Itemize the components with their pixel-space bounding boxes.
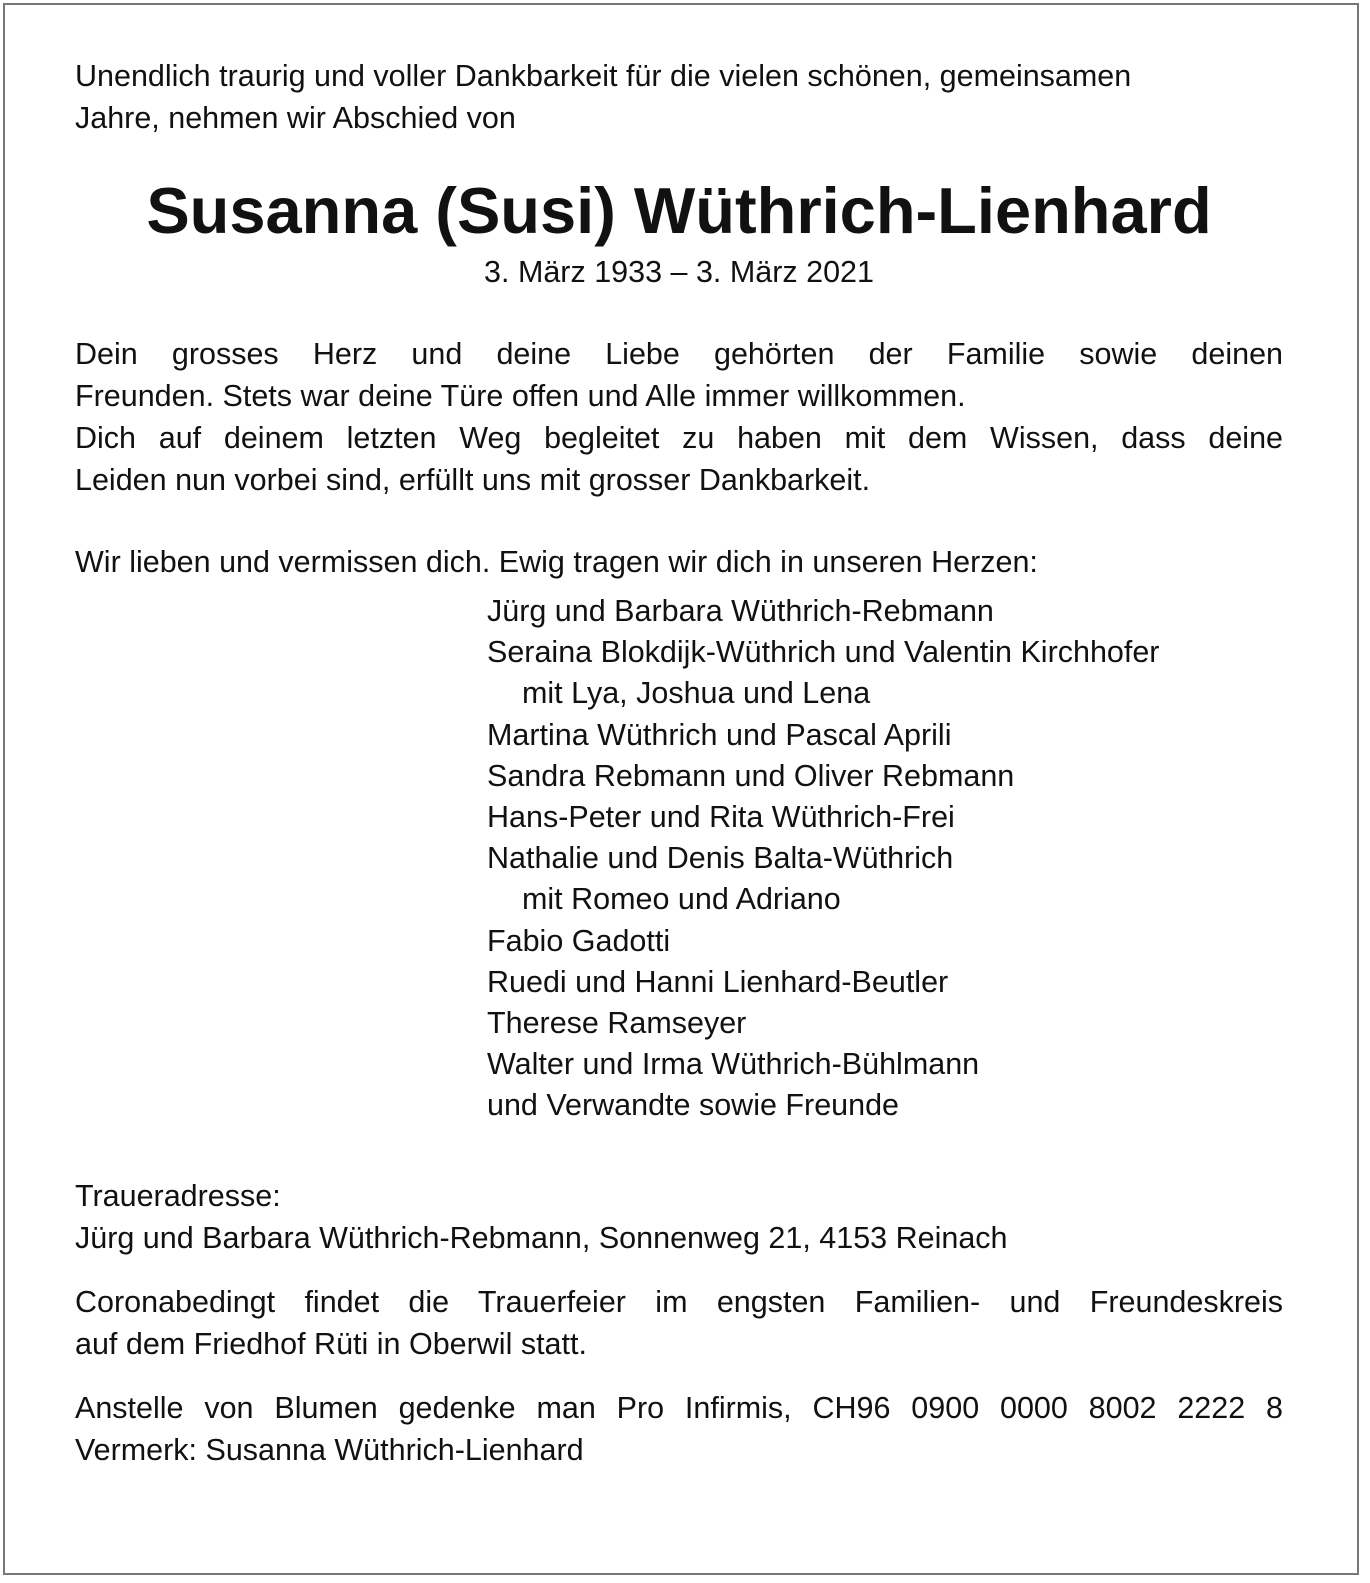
tribute-line: Leiden nun vorbei sind, erfüllt uns mit grosser Dankbarkeit. <box>75 463 871 497</box>
mourner-item: Sandra Rebmann und Oliver Rebmann <box>487 758 1015 793</box>
tribute-line: Dich auf deinem letzten Weg begleitet zu haben mit dem Wissen, dass deine <box>75 421 1283 455</box>
tribute-line: Dein grosses Herz und deine Liebe gehörten der Familie sowie deinen <box>75 337 1283 371</box>
mourner-children: mit Lya, Joshua und Lena <box>522 676 871 711</box>
tribute-line: Freunden. Stets war deine Türe offen und Alle immer willkommen. <box>75 379 966 413</box>
address-value: Jürg und Barbara Wüthrich-Rebmann, Sonnenweg 21, 4153 Reinach <box>75 1220 1008 1255</box>
closing-text: Wir lieben und vermissen dich. Ewig tragen wir dich in unseren Herzen: <box>75 545 1038 579</box>
mourners-list <box>487 591 1283 1127</box>
mourning-address <box>75 1175 1283 1259</box>
mourner-item: Nathalie und Denis Balta-Wüthrich <box>487 841 954 876</box>
donation-info <box>75 1387 1283 1471</box>
ceremony-line: Coronabedingt findet die Trauerfeier im engsten Familien- und Freundeskreis <box>75 1284 1283 1319</box>
mourner-item: Martina Wüthrich und Pascal Aprili <box>487 717 952 752</box>
mourner-item: Hans-Peter und Rita Wüthrich-Frei <box>487 800 955 835</box>
tribute-text <box>75 333 1283 501</box>
mourner-item: und Verwandte sowie Freunde <box>487 1088 900 1123</box>
mourner-item: Ruedi und Hanni Lienhard-Beutler <box>487 964 949 999</box>
life-dates: 3. März 1933 – 3. März 2021 <box>484 255 874 289</box>
mourner-children: mit Romeo und Adriano <box>522 882 841 917</box>
ceremony-info <box>75 1281 1283 1365</box>
deceased-name: Susanna (Susi) Wüthrich-Lienhard <box>146 174 1212 247</box>
address-label: Traueradresse: <box>75 1178 281 1213</box>
mourner-item: Jürg und Barbara Wüthrich-Rebmann <box>487 594 994 628</box>
ceremony-line: auf dem Friedhof Rüti in Oberwil statt. <box>75 1326 587 1361</box>
obituary-notice <box>75 55 1283 1471</box>
mourner-item: Fabio Gadotti <box>487 923 671 958</box>
mourner-item: Walter und Irma Wüthrich-Bühlmann <box>487 1047 980 1082</box>
donation-note: Vermerk: Susanna Wüthrich-Lienhard <box>75 1432 584 1467</box>
donation-line: Anstelle von Blumen gedenke man Pro Infirmis, CH96 0900 0000 8002 2222 8 <box>75 1390 1283 1425</box>
intro-line: Unendlich traurig und voller Dankbarkeit für die vielen schönen, gemeinsamen <box>75 59 1132 93</box>
mourner-item: Therese Ramseyer <box>487 1006 747 1041</box>
intro-text <box>75 55 1283 139</box>
mourner-item: Seraina Blokdijk-Wüthrich und Valentin Kirchhofer <box>487 635 1160 670</box>
intro-line: Jahre, nehmen wir Abschied von <box>75 101 516 135</box>
